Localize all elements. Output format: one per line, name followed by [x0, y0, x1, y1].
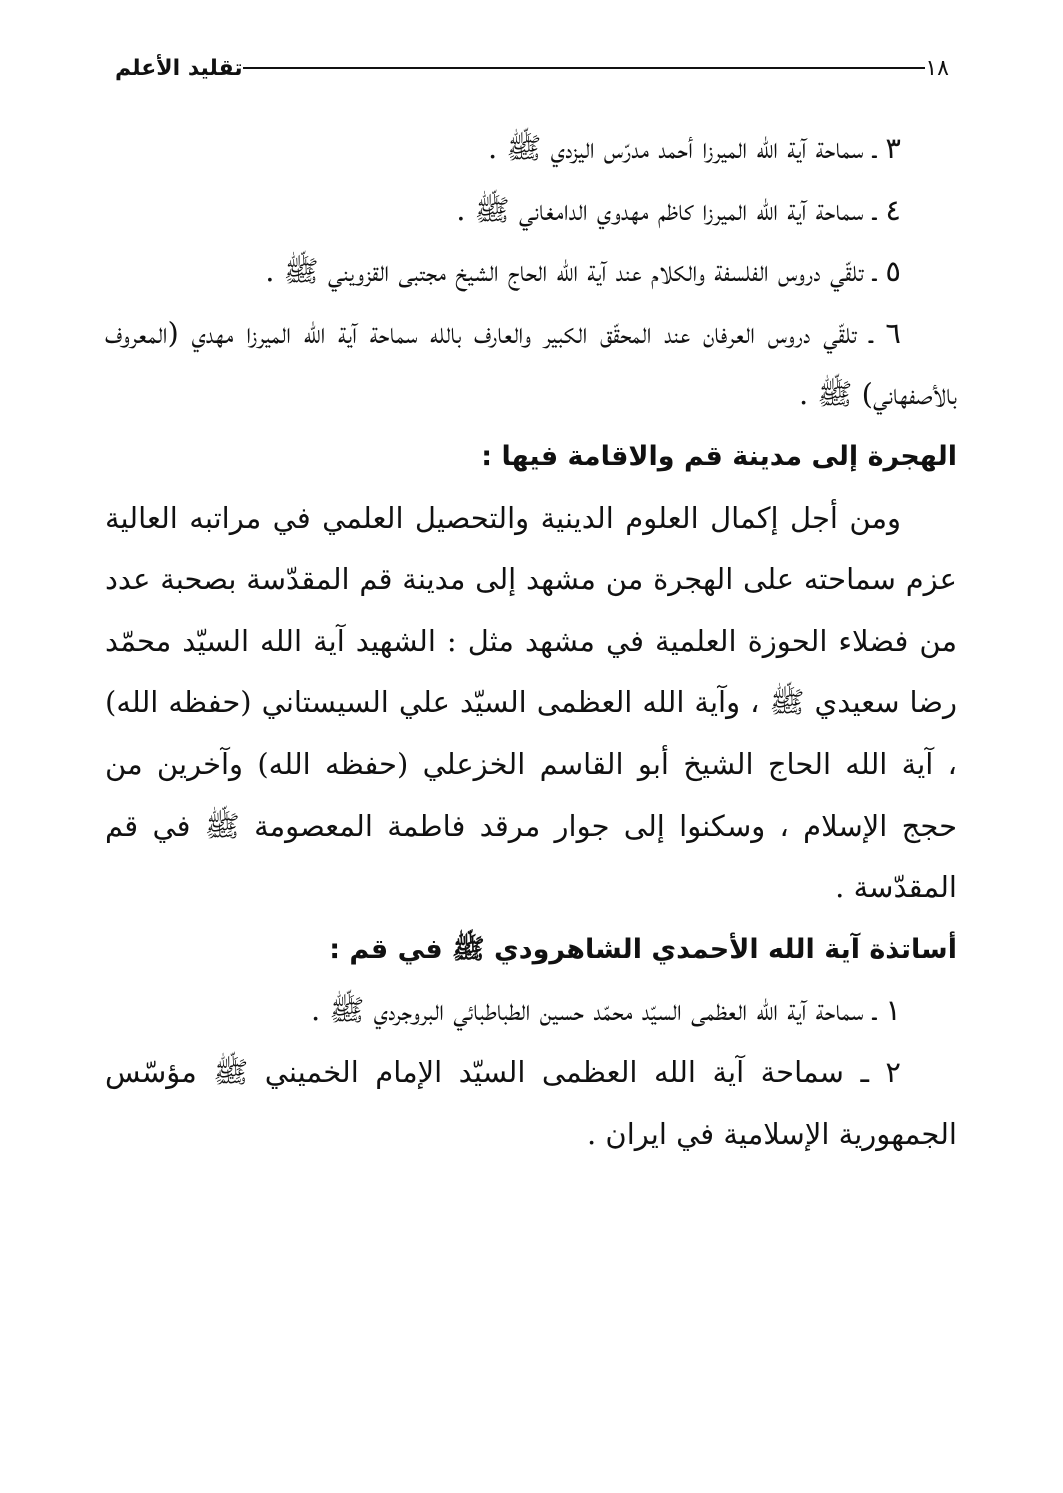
list-item-teacher-qom-1: ١ ـ سماحة آية الله العظمى السيّد محمّد حسين الطباطبائي البروجردي ﷺ .: [310, 993, 901, 1028]
list-item-teacher-3: ٣ ـ سماحة آية الله الميرزا أحمد مدرّس اليزدي ﷺ .: [487, 131, 901, 165]
running-header: [105, 50, 957, 86]
page-number: ١٨: [925, 55, 949, 81]
header-rule: [243, 67, 926, 69]
page-body: [105, 118, 957, 1165]
list-item-irfan-studies: ٦ ـ تلقّي دروس العرفان عند المحقّق الكبير والعارف بالله سماحة آية الله الميرزا مهدي (المعروف بالأصفهاني) ﷺ .: [105, 315, 957, 412]
book-title: تقليد الأعلم: [115, 55, 243, 81]
paragraph-migration: ومن أجل إكمال العلوم الدينية والتحصيل العلمي في مراتبه العالية عزم سماحته على الهجرة من مشهد إلى مدينة قم المقدّسة بصحبة عدد من فضلاء الحوزة العلمية في مشهد مثل : الشهيد آية الله السيّد محمّد رضا سعيدي ﷺ ، وآية الله العظمى السيّد علي السيستاني (حفظه الله) ، آية الله الحاج الشيخ أبو القاسم الخزعلي (حفظه الله) وآخرين من حجج الإسلام ، وسكنوا إلى جوار مرقد فاطمة المعصومة ﷺ في قم المقدّسة .: [105, 500, 957, 905]
list-item-philosophy-studies: ٥ ـ تلقّي دروس الفلسفة والكلام عند آية الله الحاج الشيخ مجتبى القزويني ﷺ .: [265, 254, 901, 289]
list-item-teacher-qom-2: ٢ ـ سماحة آية الله العظمى السيّد الإمام الخميني ﷺ مؤسّس الجمهورية الإسلامية في ايران .: [105, 1054, 957, 1151]
list-item-teacher-4: ٤ ـ سماحة آية الله الميرزا كاظم مهدوي الدامغاني ﷺ .: [456, 192, 901, 227]
section-heading-migration: الهجرة إلى مدينة قم والاقامة فيها :: [481, 440, 957, 472]
section-heading-teachers-qom: أساتذة آية الله الأحمدي الشاهرودي ﷺ في قم :: [329, 933, 957, 965]
